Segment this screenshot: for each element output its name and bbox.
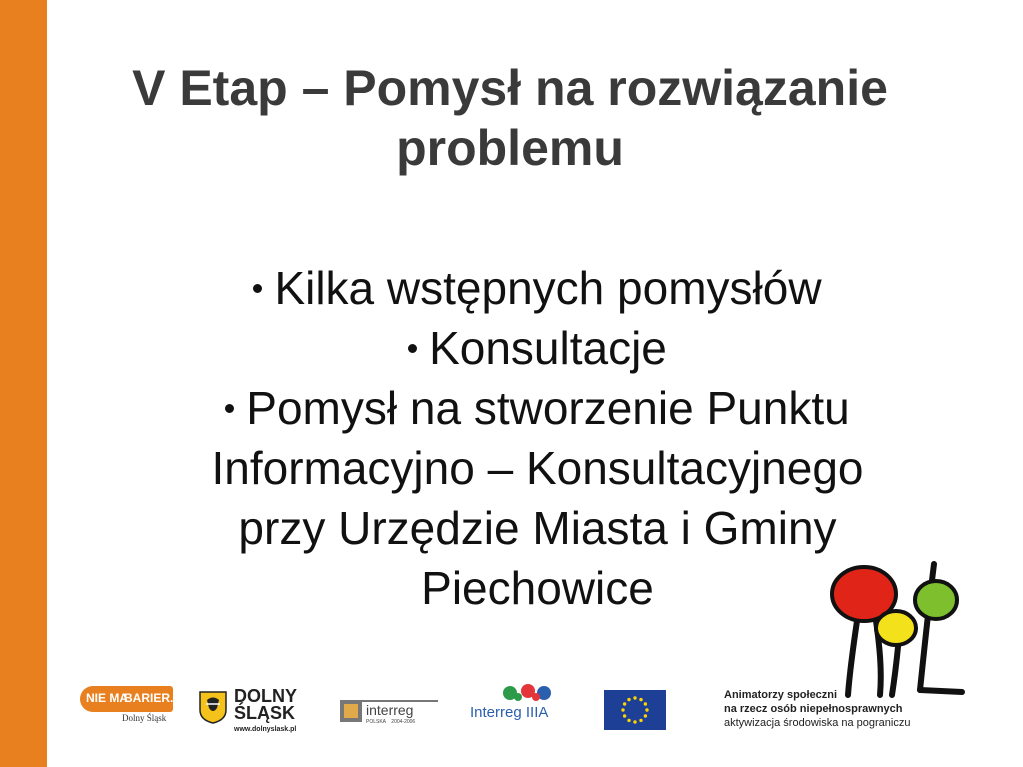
flower-illustration [820,552,970,700]
slide-title [60,58,960,178]
dolny-slask-line-2: ŚLĄSK [234,703,296,723]
animatorzy-spoleczni-logo [724,688,974,733]
nie-ma-barier-logo [80,686,175,726]
title-line-2: problemu [396,120,624,176]
eu-star-icon [645,708,648,711]
left-accent-bar [0,0,47,767]
eu-star-icon [644,702,647,705]
eu-star-icon [627,698,630,701]
eu-star-icon [633,696,636,699]
eu-star-icon [623,702,626,705]
flower-stem-1 [848,614,858,695]
dolny-slask-logo [234,688,314,738]
eu-star-icon [621,708,624,711]
nie-ma-barier-sub: Dolny Śląsk [122,713,167,723]
bullet-item-3-cont-3: Piechowice [421,562,654,614]
eu-star-icon [639,698,642,701]
animatorzy-line-3: aktywizacja środowiska na pograniczu [724,717,911,729]
interreg-polska-text: interreg [366,702,414,718]
yellow-flower-icon [876,611,916,645]
eu-star-icon [639,719,642,722]
title-line-1: V Etap – Pomysł na rozwiązanie [132,60,888,116]
dolny-slask-line-1: DOLNY [234,686,297,706]
green-flower-icon [915,581,957,619]
eu-flag-icon [604,690,666,730]
animatorzy-line-1: Animatorzy społeczni [724,689,838,701]
dolny-slask-crest-icon [198,690,228,724]
bullet-item-3-cont-1: Informacyjno – Konsultacyjnego [211,442,864,494]
interreg-puzzle-icon [498,683,564,703]
bullet-item-1: Kilka wstępnych pomysłów [100,258,975,318]
dolny-slask-url: www.dolnyslask.pl [234,726,297,733]
bullet-dot-icon [253,284,262,293]
interreg-iiia-logo [470,704,570,734]
bullet-dot-icon [225,404,234,413]
bullet-item-3: Pomysł na stworzenie Punktu [100,378,975,438]
eu-star-icon [627,719,630,722]
bullet-item-2: Konsultacje [100,318,975,378]
interreg-iiia-text: Interreg IIIA [470,704,549,721]
eu-star-icon [644,714,647,717]
eu-star-icon [623,714,626,717]
bullet-dot-icon [408,344,417,353]
nie-ma-barier-text-2: BARIER. [124,691,174,705]
interreg-polska-sub: POLSKA 2004-2006 [366,719,416,725]
eu-star-icon [633,720,636,723]
animatorzy-line-2: na rzecz osób niepełnosprawnych [724,703,903,715]
bullet-item-3-cont-2: przy Urzędzie Miasta i Gminy [238,502,837,554]
interreg-polska-logo [340,700,440,728]
nie-ma-barier-text-1: NIE MA [86,691,128,705]
